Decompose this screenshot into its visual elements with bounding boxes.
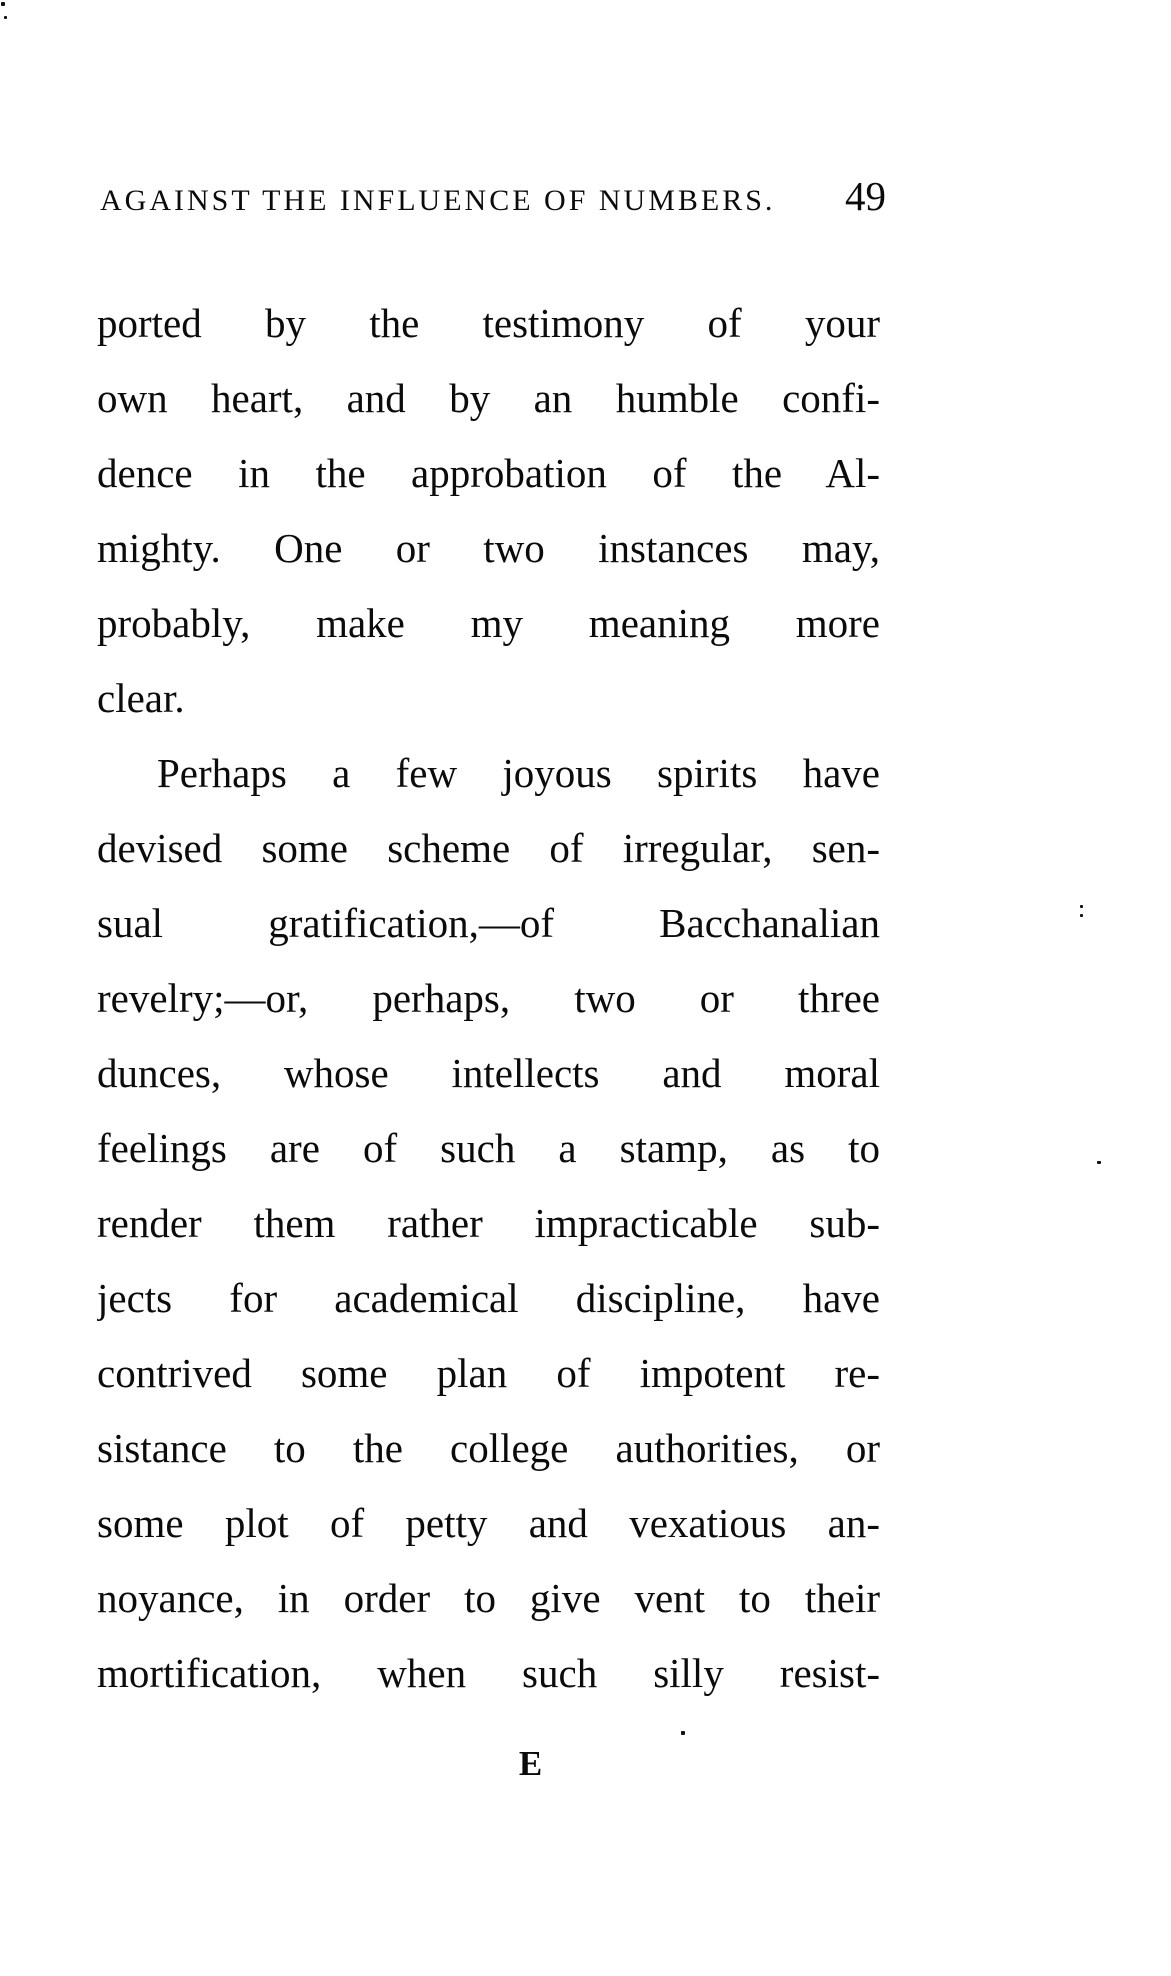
dust-speck [1080,914,1083,917]
text-line: clear. [97,675,185,721]
dust-speck [1080,905,1083,908]
dust-speck [1,2,5,6]
text-line: render them rather impracticable sub- [97,1200,880,1246]
page-body [97,286,880,1711]
running-header [100,172,886,220]
text-line: sual gratification,—of Bacchanalian [97,900,880,946]
text-line: ported by the testimony of your [97,300,880,346]
text-line: contrived some plan of impotent re- [97,1350,880,1396]
text-line: jects for academical discipline, have [97,1275,880,1321]
text-line: probably, make my meaning more [97,600,880,646]
text-line: feelings are of such a stamp, as to [97,1125,880,1171]
text-line: devised some scheme of irregular, sen- [97,825,880,871]
text-line: some plot of petty and vexatious an- [97,1500,880,1546]
dust-speck [1097,1161,1101,1164]
text-line: revelry;—or, perhaps, two or three [97,975,880,1021]
catchword-row [0,1744,1171,1784]
page-number: 49 [845,173,886,219]
text-line: own heart, and by an humble confi- [97,375,880,421]
text-line: mortification, when such silly resist- [97,1650,880,1696]
text-line: noyance, in order to give vent to their [97,1575,880,1621]
text-line: mighty. One or two instances may, [97,525,880,571]
text-line: Perhaps a few joyous spirits have [157,750,880,796]
dust-speck [4,16,7,19]
text-line: dunces, whose intellects and moral [97,1050,880,1096]
dust-speck [681,1731,685,1735]
text-line: dence in the approbation of the Al- [97,450,880,496]
text-line: sistance to the college authorities, or [97,1425,880,1471]
catchword: E [518,1744,543,1783]
running-header-title: AGAINST THE INFLUENCE OF NUMBERS. [100,184,776,217]
